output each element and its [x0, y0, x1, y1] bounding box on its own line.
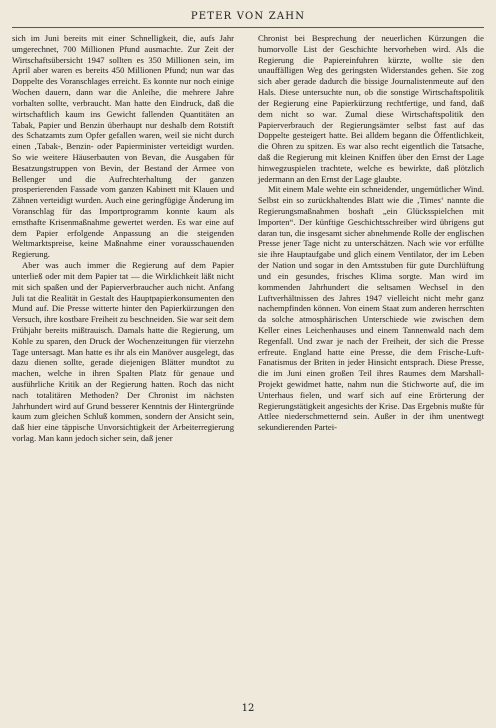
left-paragraph-2: Aber was auch immer die Regierung auf dem Papier unterließ oder mit dem Papier tat — die Wirklichkeit läßt nicht mit sich spaßen und der Papierverbraucher auch nicht. Anfang Juli tat die Realität in Gestalt des Hauptpapierkonsumenten den Mund auf. Die Presse witterte hinter den Papierkürzungen den Versuch, ihre kostbare Freiheit zu beschneiden. Sie war seit dem Frühjahr bereits mißtrauisch. Damals hatte die Regierung, um Kohle zu sparen, den Druck der Wochenzeitungen für vierzehn Tage untersagt. Man hatte es ihr als ein Manöver ausgelegt, das dazu dienen sollte, gerade diejenigen Blätter mundtot zu machen, welche in ihren Spalten Platz für genaue und ausführliche Kritik an der Regierung hatten. Roch das nicht nach totalitären Methoden? Der Chronist im nächsten Jahrhundert wird auf Grund besserer Kenntnis der Hintergründe kaum zum gleichen Schluß kommen, sondern der Ansicht sein, daß hier eine täppische Unvorsichtigkeit der Arbeiterregierung vorlag. Man kann jedoch sicher sein, daß jener [12, 260, 234, 444]
left-column [12, 33, 234, 444]
left-paragraph-1: sich im Juni bereits mit einer Schnelligkeit, die, aufs Jahr umgerechnet, 700 Millionen Pfund ausmachte. Zur Zeit der Wirtschaftsübersicht 1947 sollten es 350 Millionen sein, im April aber waren es bereits 450 Millionen Pfund; nun war das Doppelte des Voranschlages erreicht. Es konnte nur noch einige Wochen dauern, dann war die Anleihe, die mehrere Jahre vorhalten sollte, verbraucht. Man hatte den Eindruck, daß die wirtschaftlich kaum ins Gewicht fallenden Quantitäten an Tabak, Papier und Benzin überhaupt nur deshalb dem Rotstift des Schatzamts zum Opfer gefallen waren, weil sie nicht durch einen ‚Tabak-, Benzin- oder Papierminister verteidigt wurden. So wie weitere Häuserbauten von Bevan, die Ausgaben für Besatzungstruppen von Bevin, der Bestand der Armee von Bellenger und die Aufrechterhaltung der ganzen prosperierenden Fassade vom ganzen Kabinett mit Klauen und Zähnen verteidigt wurden. Auch eine geringfügige Änderung im Voranschlag für das Importprogramm konnte kaum als ernsthafte Krisenmaßnahme gewertet werden. Es war eine auf dem Papier erfolgende Anpassung an die steigenden Weltmarktspreise, keine Maßnahme einer vorausschauenden Regierung. [12, 33, 234, 260]
running-header: PETER VON ZAHN [190, 11, 306, 22]
header-rule [12, 27, 484, 28]
right-column [258, 33, 484, 433]
page-number: 12 [241, 703, 255, 714]
right-paragraph-1: Chronist bei Besprechung der neuerlichen Kürzungen die humorvolle List der Geschichte hervorheben wird. Als die Regierung die Papiereinfuhren kürzte, wollte sie den unauffälligen Weg des geringsten Widerstandes gehen. Sie zog sich aber gerade dadurch die bissige Journalistenmeute auf den Hals. Diese untersuchte nun, ob die sonstige Wirtschaftspolitik der Regierung eine Papierkürzung rechtfertige, und fand, daß dem nicht so war. Zumal diese Wirtschaftspolitik den Papierverbrauch der Regierungsämter selbst fast auf das Doppelte gesteigert hatte. Bei alldem begann die Öffentlichkeit, die Ohren zu spitzen. Es war also recht eigentlich die Tatsache, daß die Regierung mit kleinen Kniffen über den Ernst der Lage hinwegzuspielen trachtete, welche es bewirkte, daß plötzlich jedermann an den Ernst der Lage glaubte. [258, 33, 484, 184]
right-paragraph-2: Mit einem Male wehte ein schneidender, ungemütlicher Wind. Selbst ein so zurückhaltendes Blatt wie die ‚Times‘ nannte die Regierungsmaßnahmen boshaft „ein Glücksspielchen mit Importen“. Der künftige Geschichtsschreiber wird übrigens gut daran tun, die insgesamt sicher abnehmende Rolle der englischen Presse jener Tage nicht zu unterschätzen. Nach wie vor erfüllte sie ihre Hauptaufgabe und glich einem Ventilator, der im Leben der Nation und sogar in den Amtsstuben für gute Durchlüftung und ein gesundes, frisches Klima sorgte. Man wird im kommenden Jahrhundert die seltsamen Wechsel in den Luftverhältnissen des Jahres 1947 vielleicht nicht mehr ganz nachempfinden können. Von einem Staat zum anderen herrschten da solche atmosphärischen Unterschiede wie zwischen dem Keller eines Leichenhauses und einem Tannenwald nach dem Regenfall. Und zwar je nach der Freiheit, der sich die Presse erfreute. England hatte eine Presse, die dem Frische-Luft-Fanatismus der Briten in jeder Hinsicht entsprach. Diese Presse, die im Juni einen großen Teil ihres Raumes dem Marshall-Projekt gewidmet hatte, nahm nun die Stichworte auf, die im Unterhaus fielen, und warf sich auf eine Erörterung der Regierungstätigkeit angesichts der Krise. Das Ergebnis mußte für Attlee niederschmetternd sein. Außer in der ihm unentwegt sekundierenden Partei- [258, 184, 484, 433]
